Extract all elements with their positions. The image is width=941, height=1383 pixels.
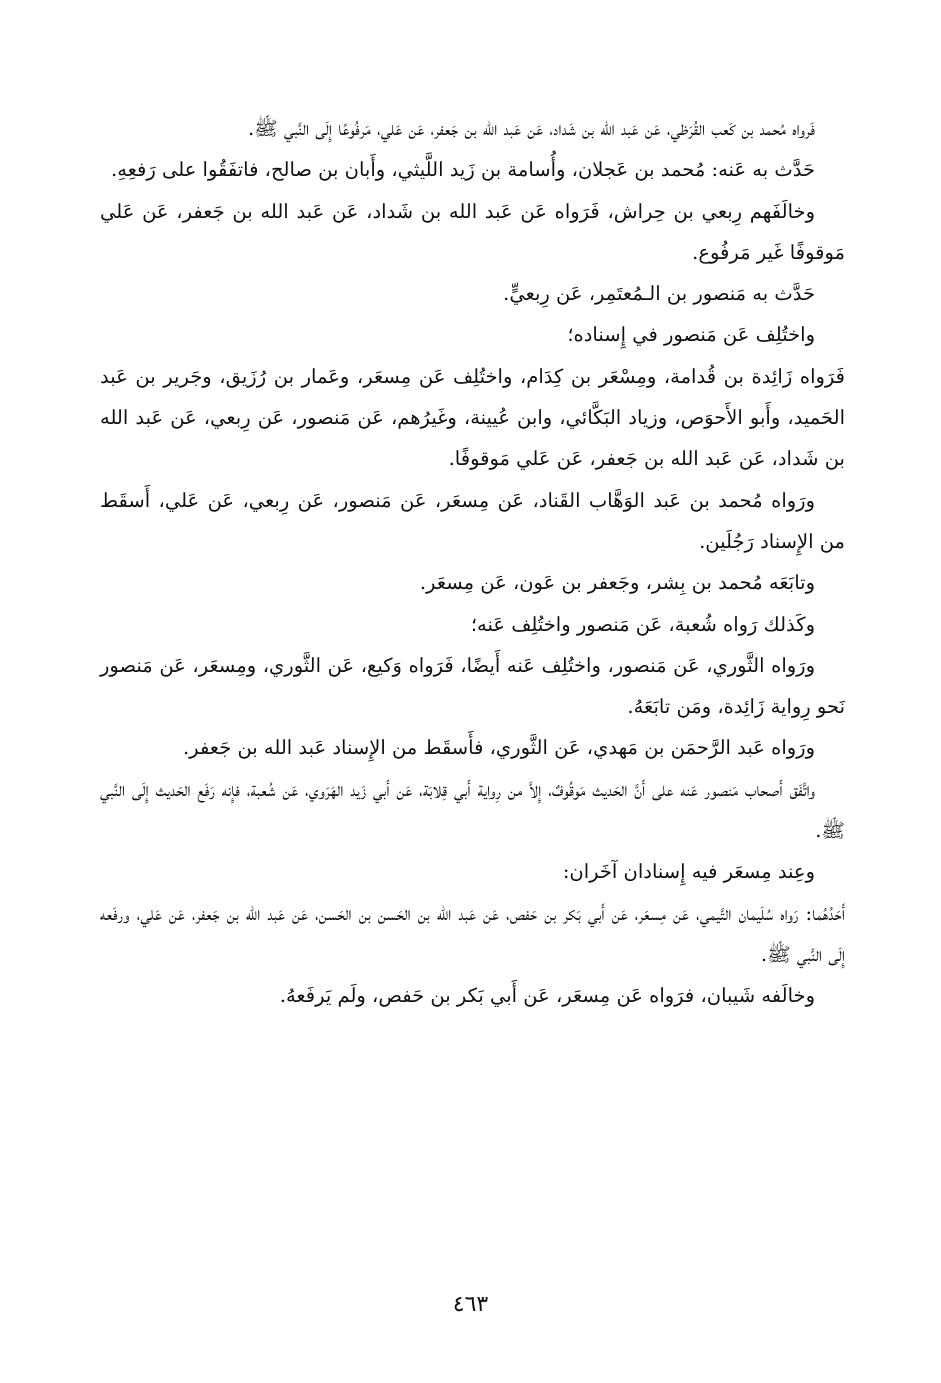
paragraph: ورَواه مُحمد بن عَبد الوَهَّاب القَناد، عَن مِسعَر، عَن مَنصور، عَن رِبعي، عَن عَلي، أَسقَط من الإِسناد رَجُلَين.: [100, 488, 845, 553]
paragraph: فَرَواه زَائِدة بن قُدامة، ومِسْعَر بن كِدَام، واختُلِف عَن مِسعَر، وعَمار بن رُزَيق، وجَرير بن عَبد الحَميد، وأَبو الأَحوَص، وزياد البَكَّائي، وابن عُيينة، وغَيرُهم، عَن مَنصور، عَن رِبعي، عَن عَبد الله بن شَداد، عَن عَبد الله بن جَعفر، عَن عَلي مَوقوفًا.: [100, 364, 845, 471]
paragraph: حَدَّث به مَنصور بن الـمُعتَمِر، عَن رِبعيٍّ.: [503, 282, 815, 306]
paragraph: وخالَفَهم رِبعي بن حِراش، فَرَواه عَن عَبد الله بن شَداد، عَن عَبد الله بن جَعفر، عَن عَلي مَوقوفًا غَير مَرفُوع.: [100, 199, 845, 264]
paragraph: حَدَّث به عَنه: مُحمد بن عَجلان، وأُسامة بن زَيد اللَّيثي، وأَبان بن صالح، فاتفَقُوا على رَفعِهِ.: [111, 158, 815, 182]
paragraph: ورَواه عَبد الرَّحمَن بن مَهدي، عَن الثَّوري، فأَسقَط من الإِسناد عَبد الله بن جَعفر.: [182, 736, 815, 760]
body-text: [100, 108, 845, 1017]
page-number: ٤٦٣: [452, 1292, 489, 1317]
paragraph: فَرواه مُحمد بن كَعب القُرَظي، عَن عَبد الله بن شَداد، عَن عَبد الله بن جَعفر، عَن عَلي، مَرفُوعًا إِلَى النَّبي ﷺ.: [247, 117, 815, 140]
paragraph: واتَّفَق أَصحاب مَنصور عَنه على أَنَّ الحَديث مَوقُوفٌ، إِلاَّ من رِواية أَبي قِلابَة، عَن أَبي زَيد الهَرَوي، عَن شُعبة، فإِنه رَفَع الحَديث إِلَى النَّبي ﷺ.: [100, 777, 845, 843]
paragraph: وتابَعَه مُحمد بن بِشر، وجَعفر بن عَون، عَن مِسعَر.: [419, 571, 815, 595]
paragraph: واختُلِف عَن مَنصور في إِسناده؛: [567, 323, 815, 347]
paragraph: وخالَفه شَيبان، فرَواه عَن مِسعَر، عَن أَبي بَكر بن حَفص، ولَم يَرفَعهُ.: [279, 984, 815, 1008]
paragraph: وعِند مِسعَر فيه إِسنادان آخَران:: [562, 860, 815, 884]
paragraph: أَحَدُهُما: رَواه سُلَيمان التَّيمي، عَن مِسعَر، عَن أَبي بَكر بن حَفص، عَن عَبد الله بن الحَسن بن الحَسن، عَن عَبد الله بن جَعفر، عَن عَلي، ورفَعه إِلَى النَّبي ﷺ.: [100, 901, 845, 966]
paragraph: وكَذلك رَواه شُعبة، عَن مَنصور واختُلِف عَنه؛: [470, 612, 815, 636]
paragraph: ورَواه الثَّوري، عَن مَنصور، واختُلِف عَنه أَيضًا، فَرَواه وَكيع، عَن الثَّوري، ومِسعَر، عَن مَنصور نَحو رِواية زَائِدة، ومَن تابَعَهُ.: [100, 653, 845, 719]
